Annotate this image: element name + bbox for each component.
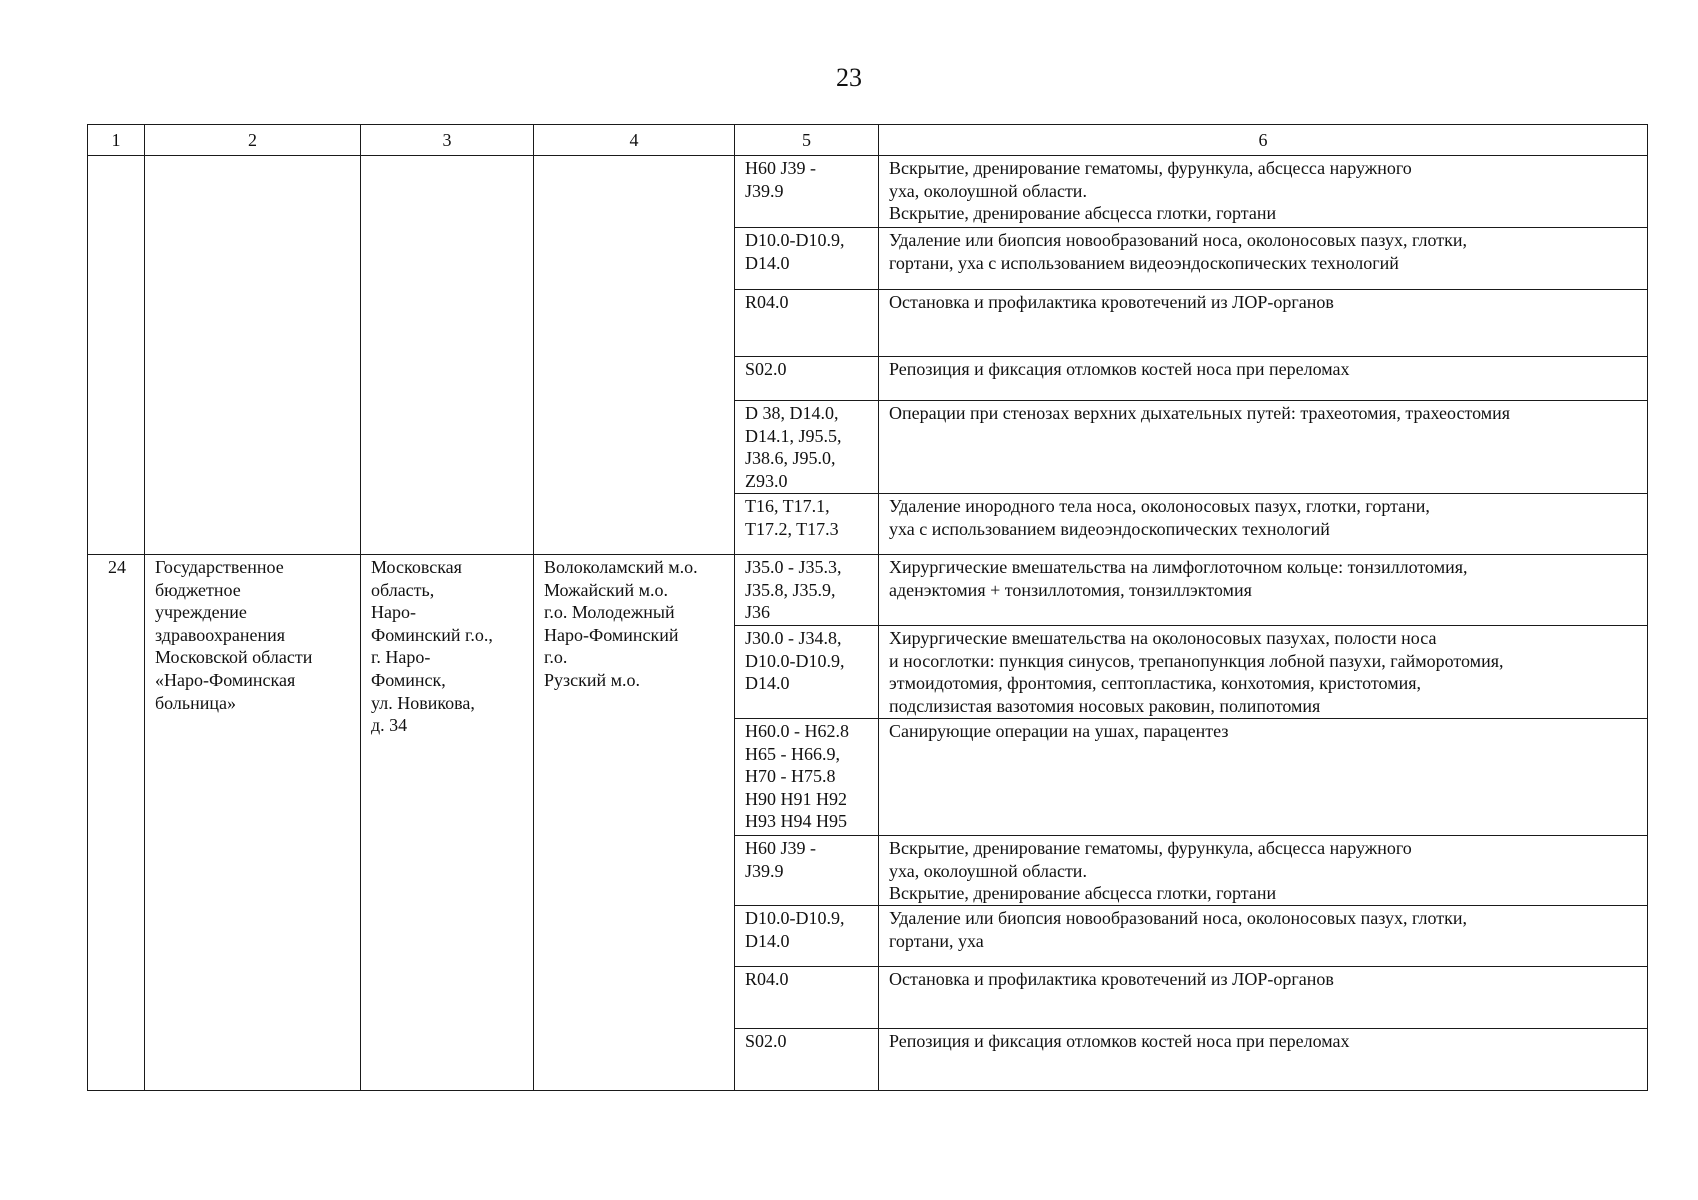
address-cell-empty xyxy=(361,156,534,555)
diagnosis-codes: S02.0 xyxy=(735,357,879,401)
row-number: 24 xyxy=(88,555,145,1091)
procedure-description: Репозиция и фиксация отломков костей носа при переломах xyxy=(879,1029,1648,1091)
column-header-1: 1 xyxy=(88,125,145,156)
procedure-description: Удаление или биопсия новообразований носа, околоносовых пазух, глотки, гортани, уха xyxy=(879,906,1648,967)
diagnosis-codes: H60.0 - H62.8 H65 - H66.9, H70 - H75.8 H90 H91 H92 H93 H94 H95 xyxy=(735,719,879,836)
procedure-description: Удаление инородного тела носа, околоносовых пазух, глотки, гортани, уха с использованием видеоэндоскопических технологий xyxy=(879,494,1648,555)
table-row xyxy=(88,555,1648,626)
served-territories: Волоколамский м.о. Можайский м.о. г.о. Молодежный Наро-Фоминский г.о. Рузский м.о. xyxy=(534,555,735,1091)
column-header-3: 3 xyxy=(361,125,534,156)
column-header-5: 5 xyxy=(735,125,879,156)
diagnosis-codes: T16, T17.1, T17.2, T17.3 xyxy=(735,494,879,555)
procedure-description: Вскрытие, дренирование гематомы, фурункула, абсцесса наружного уха, околоушной области. Вскрытие, дренирование абсцесса глотки, гортани xyxy=(879,836,1648,906)
diagnosis-codes: R04.0 xyxy=(735,967,879,1029)
territories-cell-empty xyxy=(534,156,735,555)
diagnosis-codes: J30.0 - J34.8, D10.0-D10.9, D14.0 xyxy=(735,626,879,719)
diagnosis-codes: R04.0 xyxy=(735,290,879,357)
procedure-description: Остановка и профилактика кровотечений из ЛОР-органов xyxy=(879,290,1648,357)
institution-address: Московская область, Наро- Фоминский г.о., г. Наро- Фоминск, ул. Новикова, д. 34 xyxy=(361,555,534,1091)
diagnosis-codes: D10.0-D10.9, D14.0 xyxy=(735,906,879,967)
diagnosis-codes: H60 J39 - J39.9 xyxy=(735,836,879,906)
institution-cell-empty xyxy=(145,156,361,555)
table-row xyxy=(88,156,1648,228)
column-header-2: 2 xyxy=(145,125,361,156)
page-number: 23 xyxy=(836,63,862,92)
procedure-description: Репозиция и фиксация отломков костей носа при переломах xyxy=(879,357,1648,401)
diagnosis-codes: H60 J39 - J39.9 xyxy=(735,156,879,228)
diagnosis-codes: S02.0 xyxy=(735,1029,879,1091)
diagnosis-codes: D 38, D14.0, D14.1, J95.5, J38.6, J95.0, Z93.0 xyxy=(735,401,879,494)
procedure-description: Остановка и профилактика кровотечений из ЛОР-органов xyxy=(879,967,1648,1029)
procedure-description: Вскрытие, дренирование гематомы, фурункула, абсцесса наружного уха, околоушной области. Вскрытие, дренирование абсцесса глотки, гортани xyxy=(879,156,1648,228)
table-header-row xyxy=(88,125,1648,156)
column-header-6: 6 xyxy=(879,125,1648,156)
institution-name: Государственное бюджетное учреждение здравоохранения Московской области «Наро-Фоминская больница» xyxy=(145,555,361,1091)
column-header-4: 4 xyxy=(534,125,735,156)
medical-organizations-table xyxy=(87,124,1648,1091)
procedure-description: Удаление или биопсия новообразований носа, околоносовых пазух, глотки, гортани, уха с использованием видеоэндоскопических технологий xyxy=(879,228,1648,290)
procedure-description: Хирургические вмешательства на лимфоглоточном кольце: тонзиллотомия, аденэктомия + тонзиллотомия, тонзиллэктомия xyxy=(879,555,1648,626)
row-number-cell-empty xyxy=(88,156,145,555)
procedure-description: Санирующие операции на ушах, парацентез xyxy=(879,719,1648,836)
procedure-description: Хирургические вмешательства на околоносовых пазухах, полости носа и носоглотки: пункция синусов, трепанопункция лобной пазухи, гайморотомия, этмоидотомия, фронтомия, септопластика, конхотомия, кристотомия, подслизистая вазотомия носовых раковин, полипотомия xyxy=(879,626,1648,719)
diagnosis-codes: J35.0 - J35.3, J35.8, J35.9, J36 xyxy=(735,555,879,626)
procedure-description: Операции при стенозах верхних дыхательных путей: трахеотомия, трахеостомия xyxy=(879,401,1648,494)
diagnosis-codes: D10.0-D10.9, D14.0 xyxy=(735,228,879,290)
